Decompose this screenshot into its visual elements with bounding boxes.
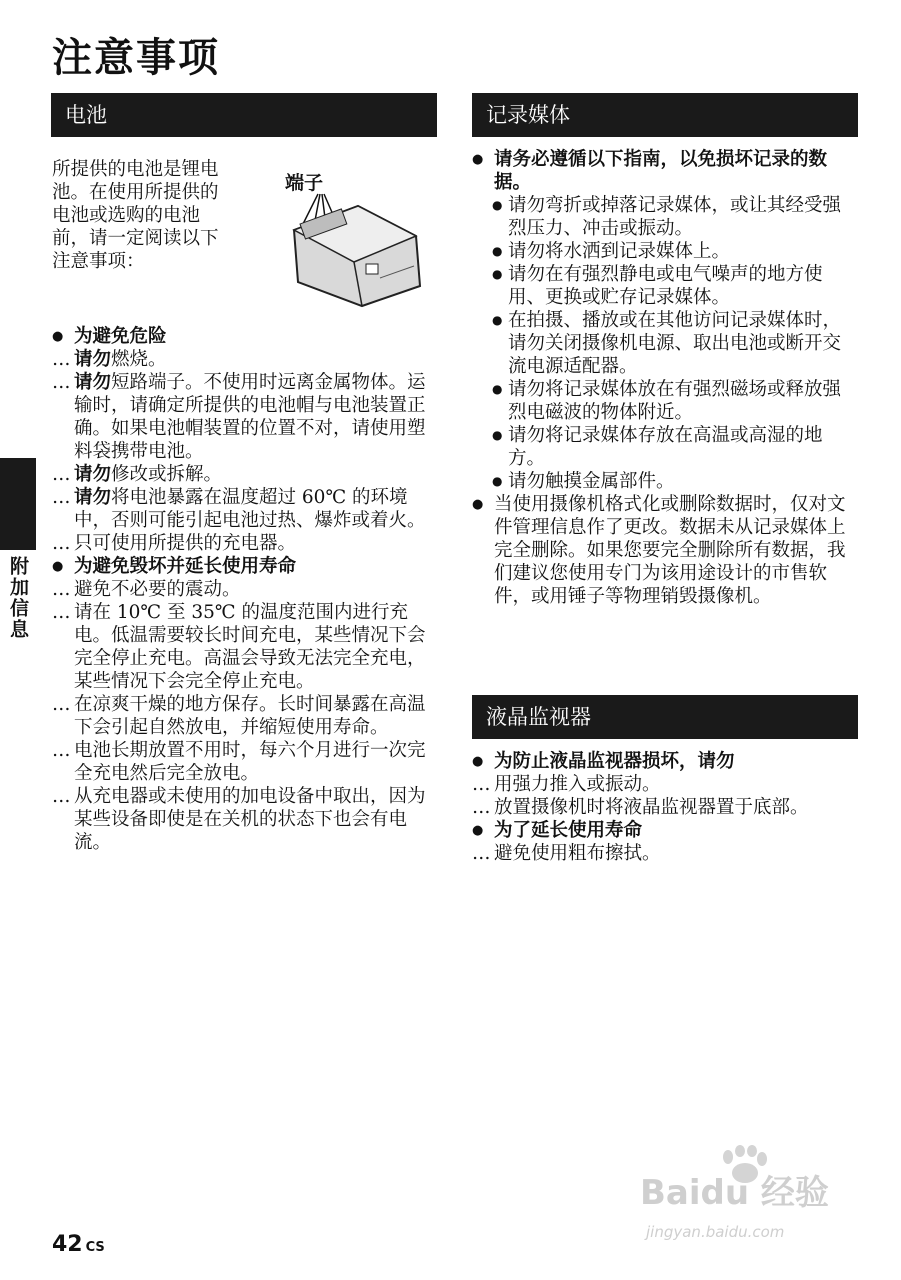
lcd-body [472,750,857,865]
watermark-logo: Baidu 经验 [640,1173,829,1213]
list-item: ● 请勿将记录媒体放在有强烈磁场或释放强烈电磁波的物体附近。 [472,378,857,424]
battery-body [52,325,437,854]
intro-line: 所提供的电池是锂电 [52,159,219,180]
battery-intro [52,158,262,273]
watermark-url: jingyan.baidu.com [646,1223,785,1241]
side-label: 附加信息 [7,556,29,640]
list-item: … 避免使用粗布擦拭。 [472,842,857,865]
danger-heading: ● 为避免危险 [52,325,437,348]
list-item: … 请勿燃烧。 [52,348,437,371]
page-title: 注意事项 [52,35,220,81]
list-item: ● 请勿将记录媒体存放在高温或高湿的地方。 [472,424,857,470]
list-item: ● 请勿将水洒到记录媒体上。 [472,240,857,263]
side-tab-marker [0,458,36,550]
intro-line: 电池或选购的电池 [52,205,201,226]
list-item: … 电池长期放置不用时，每六个月进行一次完全充电然后完全放电。 [52,739,437,785]
watermark [640,1145,870,1255]
list-item: … 请在 10℃ 至 35℃ 的温度范围内进行充电。低温需要较长时间充电，某些情况下会完全停止充电。高温会导致无法完全充电，某些情况下会完全停止充电。 [52,601,437,693]
terminal-label: 端子 [285,172,324,194]
list-item: ● 请勿触摸金属部件。 [472,470,857,493]
intro-line: 池。在使用所提供的 [52,182,219,203]
lcd-lifespan-heading: ● 为了延长使用寿命 [472,819,857,842]
list-item: … 放置摄像机时将液晶监视器置于底部。 [472,796,857,819]
lcd-heading: 液晶监视器 [472,695,858,739]
list-item: … 只可使用所提供的充电器。 [52,532,437,555]
list-item: … 请勿短路端子。不使用时远离金属物体。运输时，请确定所提供的电池帽与电池装置正确。如果电池帽装置的位置不对，请使用塑料袋携带电池。 [52,371,437,463]
battery-illustration [280,190,430,310]
page-number: 42 CS [52,1232,105,1257]
media-note: ● 当使用摄像机格式化或删除数据时，仅对文件管理信息作了更改。数据未从记录媒体上完全删除。如果您要完全删除所有数据，我们建议您使用专门为该用途设计的市售软件，或用锤子等物理销毁摄像机。 [472,493,857,608]
list-item: … 从充电器或未使用的加电设备中取出，因为某些设备即使是在关机的状态下也会有电流。 [52,785,437,854]
list-item: ● 请勿在有强烈静电或电气噪声的地方使用、更换或贮存记录媒体。 [472,263,857,309]
list-item: … 请勿将电池暴露在温度超过 60℃ 的环境中，否则可能引起电池过热、爆炸或着火。 [52,486,437,532]
list-item: ● 请勿弯折或掉落记录媒体，或让其经受强烈压力、冲击或振动。 [472,194,857,240]
lifespan-heading: ● 为避免毁坏并延长使用寿命 [52,555,437,578]
media-body [472,148,857,608]
media-lead: ● 请务必遵循以下指南，以免损坏记录的数据。 [472,148,857,194]
intro-line: 注意事项： [52,251,145,272]
list-item: … 用强力推入或振动。 [472,773,857,796]
lcd-protect-heading: ● 为防止液晶监视器损坏，请勿 [472,750,857,773]
battery-heading: 电池 [51,93,437,137]
media-heading: 记录媒体 [472,93,858,137]
list-item: … 避免不必要的震动。 [52,578,437,601]
list-item: … 在凉爽干燥的地方保存。长时间暴露在高温下会引起自然放电，并缩短使用寿命。 [52,693,437,739]
list-item: … 请勿修改或拆解。 [52,463,437,486]
list-item: ● 在拍摄、播放或在其他访问记录媒体时，请勿关闭摄像机电源、取出电池或断开交流电源适配器。 [472,309,857,378]
intro-line: 前，请一定阅读以下 [52,228,219,249]
